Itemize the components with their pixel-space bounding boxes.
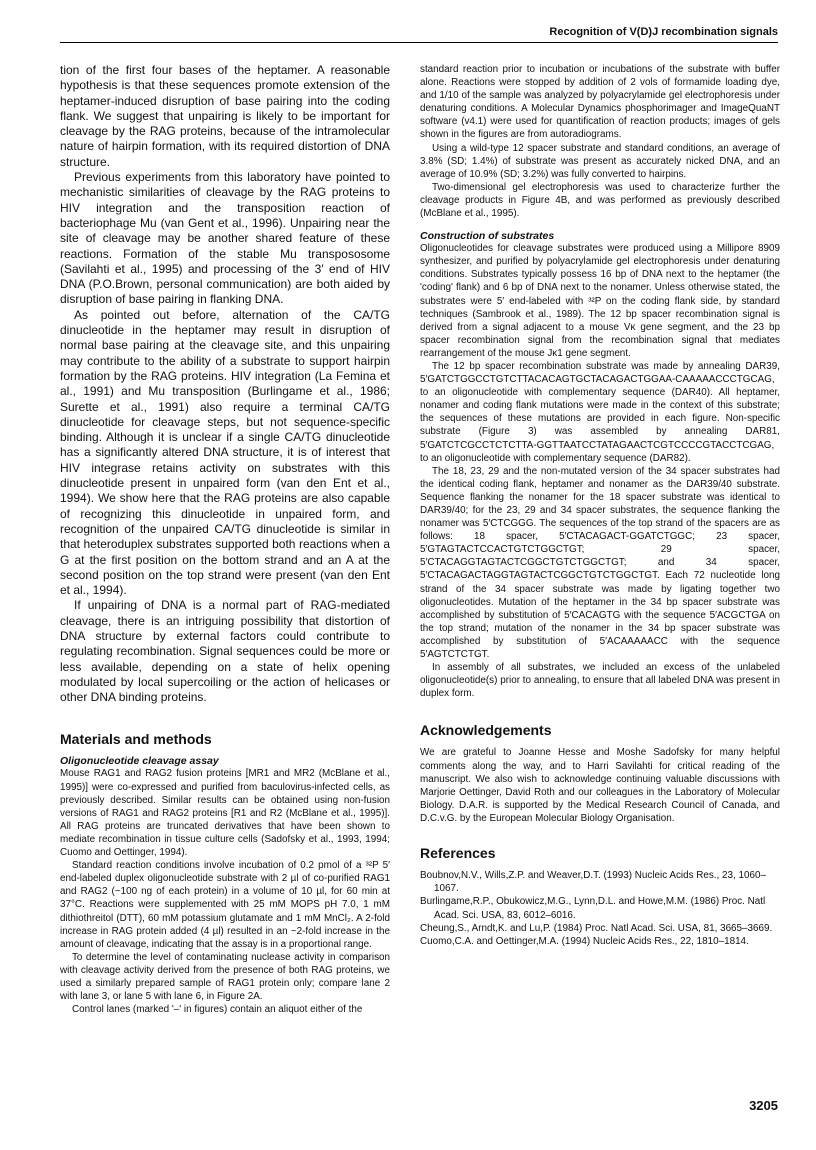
assay-subheading: Oligonucleotide cleavage assay — [60, 755, 219, 768]
acknowledgements-heading: Acknowledgements — [420, 722, 552, 739]
methods-paragraph: Standard reaction conditions involve incubation of 0.2 pmol of a ³²P 5′ end-labeled duplex oligonucleotide substrate with 2 µl of co-purified RAG1 and RAG2 (~100 ng of each protein) in a volume of 10 µl, for 60 min at 37°C. Reactions were supplemented with 25 mM MOPS pH 7.0, 1 mM dithiothreitol (DTT), 60 mM potassium glutamate and 1 mM MnCl₂. A 2-fold increase in RAG protein added (4 µl) resulted in an ~2-fold increase in the amount of cleavage, indicating that the assay is in a proportional range. — [60, 860, 390, 950]
body-paragraph: Previous experiments from this laboratory have pointed to mechanistic similarities of cleavage by the RAG proteins to HIV integration and the transposition reaction of bacteriophage Mu (van Gent et al., 1996). Unpairing near the site of cleavage may be another shared feature of these reactions. Formation of the stable Mu transpososome (Savilahti et al., 1995) and processing of the 3′ end of HIV DNA (P.O.Brown, personal communication) are both aided by disruption of base pairing in flanking DNA. — [60, 170, 390, 307]
reference-entry: Boubnov,N.V., Wills,Z.P. and Weaver,D.T. (1993) Nucleic Acids Res., 23, 1060–1067. — [420, 869, 766, 895]
methods-paragraph: Using a wild-type 12 spacer substrate and standard conditions, an average of 3.8% (SD; 1.4%) of substrate was present as accurately nicked DNA, and an average of 10.9% (SD; 3.2%) was fully converted to hairpins. — [420, 142, 780, 180]
body-paragraph: tion of the first four bases of the heptamer. A reasonable hypothesis is that these sequences promote extension of the heptamer-induced disruption of base pairing into the coding flank. We suggest that unpairing is likely to be important for cleavage by the RAG proteins, because of the intramolecular nature of hairpin formation, with its required distortion of DNA structure. — [60, 63, 390, 169]
running-header — [60, 20, 778, 48]
methods-paragraph: Oligonucleotides for cleavage substrates were produced using a Millipore 8909 synthesizer, and purified by polyacrylamide gel electrophoresis under denaturing conditions. Substrates typically possess 16 bp of DNA next to the heptamer (the 'coding' flank) and 6 bp of DNA next to the nonamer. Unless otherwise stated, the substrates were 5′ end-labeled with ³²P on the coding flank side, by standard techniques (Sambrook et al., 1989). The 12 bp spacer recombination signal is derived from a signal adjacent to a mouse Vκ gene segment, and the 23 bp spacer recombination signal from the recombination signal that mediates rearrangement of the mouse Jκ1 gene segment. — [420, 243, 780, 359]
references-heading: References — [420, 844, 496, 861]
page-number: 3205 — [749, 1098, 778, 1113]
methods-paragraph: Two-dimensional gel electrophoresis was used to characterize further the cleavage products in Figure 4B, and was performed as previously described (McBlane et al., 1995). — [420, 181, 780, 220]
methods-paragraph: Mouse RAG1 and RAG2 fusion proteins [MR1 and MR2 (McBlane et al., 1995)] were co-expressed and purified from baculovirus-infected cells, as previously described. Similar results can be obtained using non-fusion versions of RAG1 and RAG2 proteins [R1 and R2 (McBlane et al., 1995)]. All RAG proteins are truncated derivatives that have been shown to mediate recombination in tissue culture cells (Sadofsky et al., 1993, 1994; Cuomo and Oettinger, 1994). — [60, 768, 390, 859]
running-title: Recognition of V(D)J recombination signals — [549, 26, 778, 38]
reference-entry: Cuomo,C.A. and Oettinger,M.A. (1994) Nucleic Acids Res., 22, 1810–1814. — [420, 935, 749, 947]
body-paragraph: If unpairing of DNA is a normal part of RAG-mediated cleavage, there is an intriguing possibility that distortion of DNA structure by external factors could contribute to regulating recombination. Signal sequences could be more or less available, depending on a state of helix opening modulated by local supercoiling or the action of helicases or other DNA binding proteins. — [60, 598, 390, 705]
acknowledgements-text: We are grateful to Joanne Hesse and Moshe Sadofsky for many helpful comments along the way, and to Harri Savilahti for critical reading of the manuscript. We also wish to acknowledge continuing valuable discussions with Marjorie Oettinger, David Roth and our colleagues in the Laboratory of Molecular Biology. D.A.R. is supported by the Medical Research Council of Canada, and D.C.v.G. by the European Molecular Biology Organisation. — [420, 747, 780, 824]
methods-paragraph: In assembly of all substrates, we included an excess of the unlabeled oligonucleotide(s) prior to annealing, to ensure that all labeled DNA was present in duplex form. — [420, 662, 780, 700]
methods-paragraph: Control lanes (marked '–' in figures) contain an aliquot either of the — [72, 1004, 363, 1016]
methods-paragraph: To determine the level of contaminating nuclease activity in comparison with cleavage activity derived from the presence of both RAG proteins, we used a similarly prepared sample of RAG1 protein only; compare lane 2 with lane 3, or lane 5 with lane 6, in Figure 2A. — [60, 951, 390, 1003]
header-rule — [60, 42, 778, 43]
body-paragraph: As pointed out before, alternation of the CA/TG dinucleotide in the heptamer may result in disruption of normal base pairing at the cleavage site, and this unpairing may contribute to the ability of a substrate to support hairpin formation by the RAG proteins. HIV integration (La Femina et al., 1991) and Mu transposition (Burlingame et al., 1986; Surette et al., 1991) also require a terminal CA/TG dinucleotide for cleavage steps, but not sequence-specific binding. Although it is unclear if a single CA/TG dinucleotide has a significantly altered DNA structure, it is of interest that HIV integrase retains activity on substrates with this dinucleotide present in unpaired form (van den Ent et al., 1994). We show here that the RAG proteins are also capable of recognizing this dinucleotide in unpaired form, and recognition of the unpaired CA/TG dinucleotide is similar in that heteroduplex substrates supported both reactions when a G at the first position on the bottom strand and an A at the second position on the top strand were present (van den Ent et al., 1994). — [60, 307, 390, 598]
methods-paragraph: standard reaction prior to incubation or incubations of the substrate with buffer alone. Reactions were stopped by addition of 2 vols of formamide loading dye, and 1/10 of the sample was analyzed by polyacrylamide gel electrophoresis under denaturing conditions. A Molecular Dynamics phosphorimager and ImageQuaNT software (v4.1) were used for quantification of reaction products; images of gels shown in the figures are from autoradiograms. — [420, 64, 780, 141]
methods-heading: Materials and methods — [60, 731, 212, 748]
methods-paragraph: The 18, 23, 29 and the non-mutated version of the 34 spacer substrates had the identical coding flank, heptamer and nonamer as the DAR39/40 substrate. Sequence flanking the nonamer for the 18 spacer substrate was identical to DAR39/40; for the 23, 29 and 34 spacer substrates, the sequence flanking the nonamer was 5′CTCGGG. The sequences of the top strand of the spacers are as follows: 18 spacer, 5′CTACAGACT-GGATCTGGC; 23 spacer, 5′GTAGTACTCCACTGTCTGGCTGT; 29 spacer, 5′CTACAGGTAGTACTCGGCTGTCTGGCTGT; and 34 spacer, 5′CTACAGACTAGGTAGTACTCGGCTGTCTGGCTGT. Each 72 nucleotide long strand of the 34 spacer substrate was made by ligating together two oligonucleotides. Mutation of the heptamer in the 34 bp spacer substrate was accomplished by substitution of 5′CACAGTG with the sequence 5′ACGCTGA on the top strand; mutation of the nonamer in the 34 bp spacer substrate was accomplished by substitution of 5′ACAAAAACC with the sequence 5′AGTCTCTGT. — [420, 465, 780, 661]
right-column — [420, 63, 780, 948]
methods-paragraph: The 12 bp spacer recombination substrate was made by annealing DAR39, 5′GATCTGGCCTGTCTTACACAGTGCTACAGACTGGAA-CAAAAACCCTGCAG, to an oligonucleotide with complementary sequence (DAR40). All heptamer, nonamer and coding flank mutations were made in the context of this substrate; the sequences of these mutations are provided in each figure. Non-specific substrate (Figure 3) was assembled by annealing DAR81, 5′GATCTCGCCTCTCTTA-GGTTAATCCTATAGAACTCGTCCCCGTACCTCGAG, to an oligonucleotide with complementary sequence (DAR82). — [420, 360, 780, 464]
construction-subheading: Construction of substrates — [420, 230, 555, 243]
left-column — [60, 63, 390, 1016]
reference-entry: Cheung,S., Arndt,K. and Lu,P. (1984) Proc. Natl Acad. Sci. USA, 81, 3665–3669. — [420, 922, 773, 934]
reference-entry: Burlingame,R.P., Obukowicz,M.G., Lynn,D.L. and Howe,M.M. (1986) Proc. Natl Acad. Sci. USA, 83, 6012–6016. — [420, 896, 766, 921]
